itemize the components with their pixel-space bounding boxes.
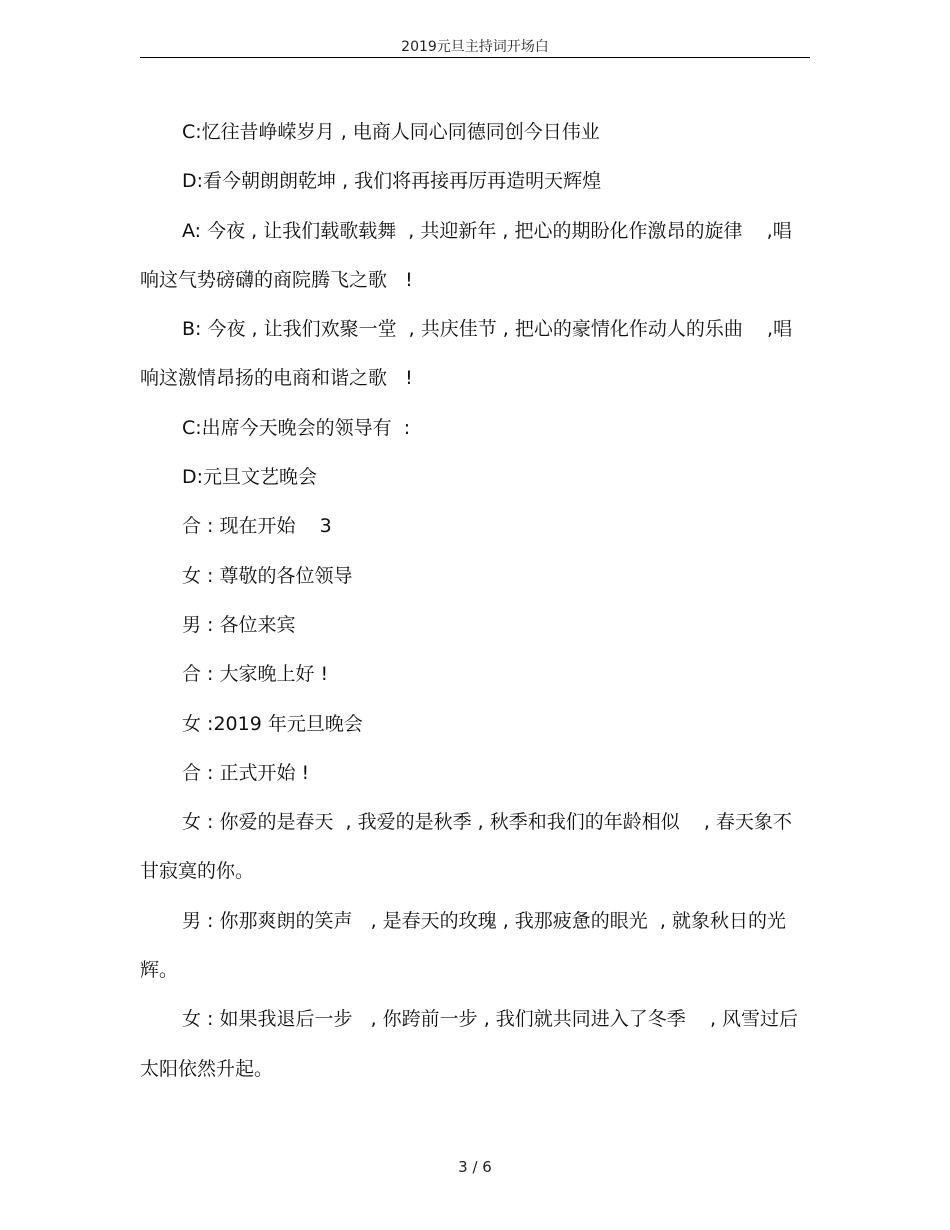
paragraph: A: 今夜 , 让我们载歌载舞 , 共迎新年 , 把心的期盼化作激昂的旋律 ,唱响这气势磅礴的商院腾飞之歌 ! xyxy=(140,219,792,291)
paragraph: 合 : 正式开始 ! xyxy=(182,761,310,784)
paragraph: D:元旦文艺晚会 xyxy=(182,466,318,489)
page-number: 3 / 6 xyxy=(458,1158,492,1176)
paragraph: 女 :2019 年元旦晚会 xyxy=(182,712,363,735)
paragraph: 女 : 你爱的是春天 , 我爱的是秋季 , 秋季和我们的年龄相似 , 春天象不甘寂寞的你。 xyxy=(140,811,792,883)
paragraph: C:出席今天晚会的领导有 : xyxy=(182,416,411,439)
page-header-title: 2019元旦主持词开场白 xyxy=(401,39,549,55)
paragraph: C:忆往昔峥嵘岁月 , 电商人同心同德同创今日伟业 xyxy=(182,121,600,143)
paragraph: B: 今夜 , 让我们欢聚一堂 , 共庆佳节 , 把心的豪情化作动人的乐曲 ,唱响这激情昂扬的电商和谐之歌 ! xyxy=(140,318,793,390)
paragraph: 男 : 各位来宾 xyxy=(182,613,296,636)
paragraph: 合 : 大家晚上好 ! xyxy=(182,663,329,686)
paragraph: 女 : 如果我退后一步 , 你跨前一步 , 我们就共同进入了冬季 , 风雪过后太阳依然升起。 xyxy=(140,1008,799,1080)
paragraph: 男 : 你那爽朗的笑声 , 是春天的玫瑰 , 我那疲惫的眼光 , 就象秋日的光辉。 xyxy=(140,909,786,982)
paragraph: 合 : 现在开始 3 xyxy=(182,515,332,538)
paragraph: 女 : 尊敬的各位领导 xyxy=(182,564,353,587)
paragraph: D:看今朝朗朗乾坤 , 我们将再接再厉再造明天辉煌 xyxy=(182,170,602,193)
header-divider xyxy=(140,57,810,58)
document-body xyxy=(140,108,810,1094)
